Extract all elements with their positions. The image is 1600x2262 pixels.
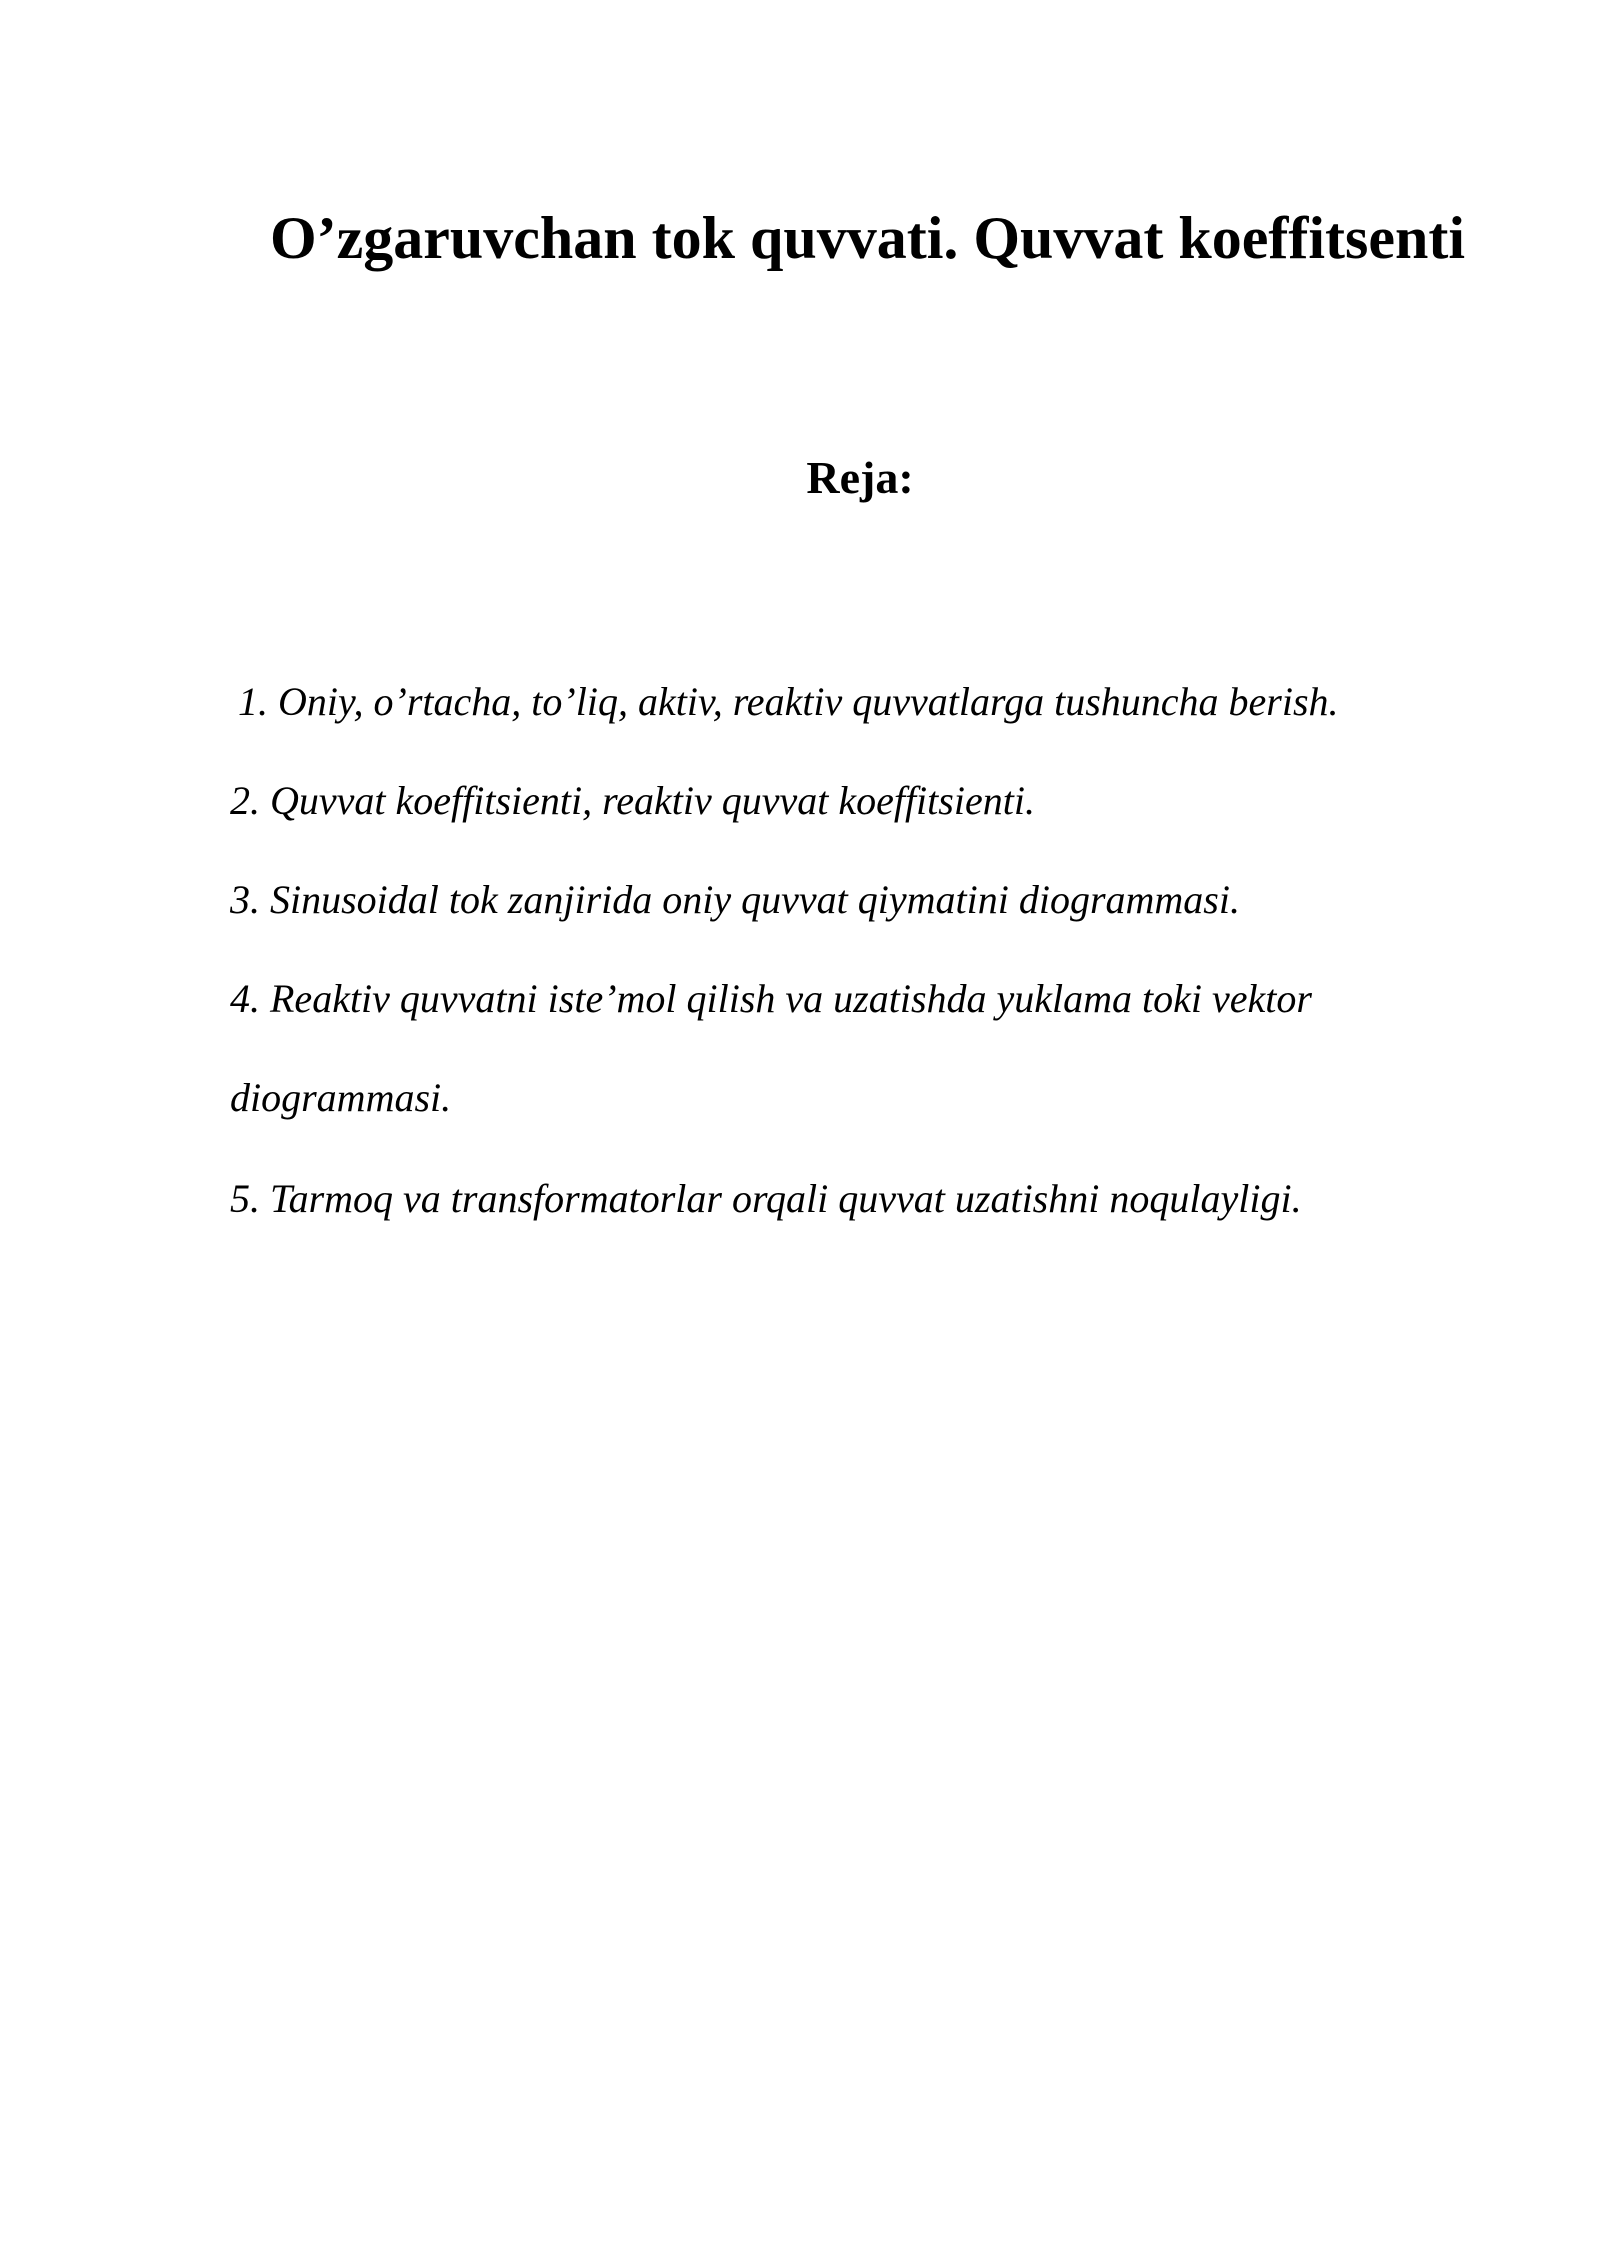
plan-item-4-continuation: diogrammasi. [230, 1075, 452, 1120]
plan-item-3: 3. Sinusoidal tok zanjirida oniy quvvat qiymatini diogrammasi. [230, 877, 1240, 922]
plan-item-2: 2. Quvvat koeffitsienti, reaktiv quvvat koeffitsienti. [230, 778, 1035, 823]
plan-item-4: 4. Reaktiv quvvatni iste’mol qilish va uzatishda yuklama toki vektor [230, 976, 1312, 1021]
plan-item-5: 5. Tarmoq va transformatorlar orqali quvvat uzatishni noqulayligi. [230, 1176, 1302, 1221]
plan-item-1: 1. Oniy, o’rtacha, to’liq, aktiv, reaktiv quvvatlarga tushuncha berish. [238, 679, 1339, 724]
document-title: O’zgaruvchan tok quvvati. Quvvat koeffitsenti [270, 205, 1466, 271]
plan-heading: Reja: [806, 452, 914, 503]
